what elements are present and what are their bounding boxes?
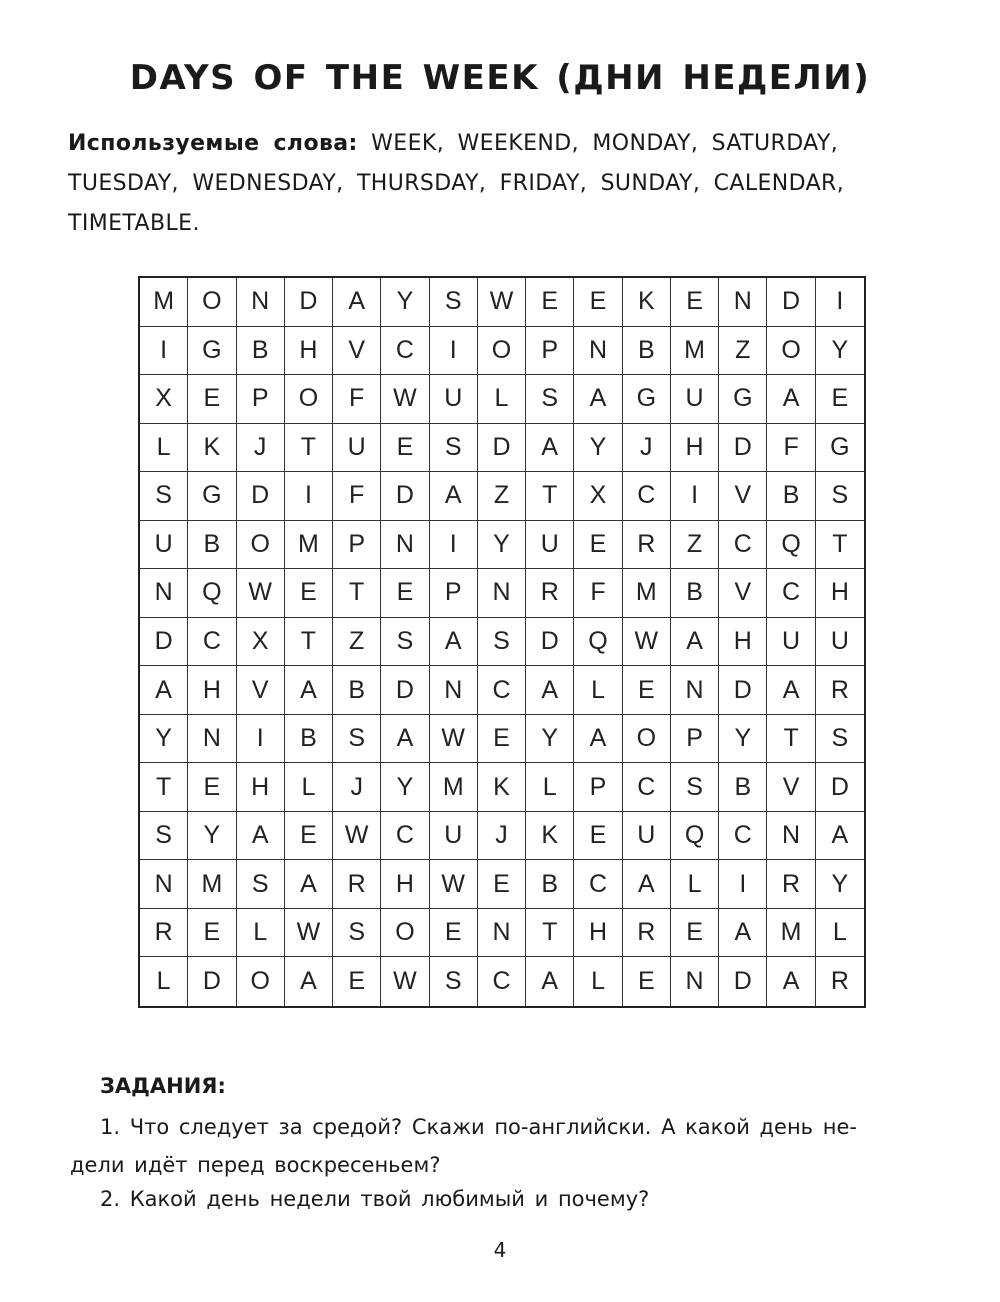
grid-cell: Y — [381, 763, 429, 812]
grid-cell: M — [671, 327, 719, 376]
grid-cell: C — [381, 327, 429, 376]
grid-cell: Z — [719, 327, 767, 376]
grid-cell: N — [140, 569, 188, 618]
grid-cell: L — [140, 424, 188, 473]
grid-cell: T — [816, 521, 864, 570]
grid-cell: I — [719, 860, 767, 909]
grid-cell: G — [719, 375, 767, 424]
grid-cell: I — [816, 278, 864, 327]
grid-cell: M — [188, 860, 236, 909]
grid-cell: L — [285, 763, 333, 812]
grid-cell: L — [140, 957, 188, 1006]
grid-cell: U — [816, 618, 864, 667]
grid-cell: T — [333, 569, 381, 618]
grid-cell: A — [140, 666, 188, 715]
grid-cell: K — [188, 424, 236, 473]
grid-cell: D — [526, 618, 574, 667]
grid-cell: E — [574, 278, 622, 327]
grid-cell: L — [526, 763, 574, 812]
grid-cell: A — [719, 909, 767, 958]
grid-cell: A — [767, 957, 815, 1006]
grid-cell: E — [478, 860, 526, 909]
grid-cell: G — [188, 472, 236, 521]
grid-cell: B — [333, 666, 381, 715]
grid-cell: T — [285, 424, 333, 473]
grid-cell: S — [430, 957, 478, 1006]
grid-cell: K — [478, 763, 526, 812]
grid-cell: O — [767, 327, 815, 376]
grid-cell: F — [574, 569, 622, 618]
grid-cell: C — [719, 812, 767, 861]
grid-cell: W — [381, 957, 429, 1006]
word-list — [68, 124, 948, 244]
grid-cell: Y — [816, 860, 864, 909]
grid-cell: V — [237, 666, 285, 715]
grid-cell: E — [188, 375, 236, 424]
grid-cell: R — [830, 967, 849, 996]
task-1-line-2: дели идёт перед воскресеньем? — [70, 1153, 441, 1177]
grid-cell: A — [237, 812, 285, 861]
grid-cell: E — [188, 909, 236, 958]
grid-cell: N — [767, 812, 815, 861]
grid-cell: E — [526, 278, 574, 327]
grid-cell: H — [381, 860, 429, 909]
grid-cell: H — [816, 569, 864, 618]
grid-cell: Q — [574, 618, 622, 667]
grid-cell: Y — [381, 278, 429, 327]
grid-cell: F — [767, 424, 815, 473]
grid-cell: R — [623, 909, 671, 958]
grid-cell: N — [574, 327, 622, 376]
grid-cell: Z — [333, 618, 381, 667]
grid-cell: D — [816, 763, 864, 812]
grid-cell: B — [671, 569, 719, 618]
grid-cell: O — [623, 715, 671, 764]
grid-cell: G — [623, 375, 671, 424]
grid-cell: Q — [671, 812, 719, 861]
grid-cell: R — [816, 666, 864, 715]
grid-cell: M — [285, 521, 333, 570]
grid-cell: O — [188, 278, 236, 327]
grid-cell: H — [671, 424, 719, 473]
grid-cell: Y — [140, 715, 188, 764]
page-number: 4 — [493, 1238, 507, 1262]
grid-cell: X — [140, 375, 188, 424]
grid-cell: I — [285, 472, 333, 521]
grid-cell: J — [333, 763, 381, 812]
grid-cell: R — [526, 569, 574, 618]
grid-cell: B — [188, 521, 236, 570]
grid-cell: E — [285, 812, 333, 861]
grid-cell: S — [140, 472, 188, 521]
grid-cell: U — [140, 521, 188, 570]
grid-cell: L — [574, 957, 622, 1006]
grid-cell: T — [526, 472, 574, 521]
grid-cell: B — [237, 327, 285, 376]
grid-cell: G — [816, 424, 864, 473]
tasks-heading: ЗАДАНИЯ: — [100, 1074, 226, 1098]
grid-cell: O — [478, 327, 526, 376]
grid-cell: A — [285, 860, 333, 909]
grid-cell: B — [285, 715, 333, 764]
grid-cell: Y — [719, 715, 767, 764]
grid-cell: C — [623, 763, 671, 812]
grid-cell: N — [188, 715, 236, 764]
grid-cell: B — [767, 472, 815, 521]
grid-cell: E — [623, 957, 671, 1006]
grid-cell: U — [767, 618, 815, 667]
grid-cell: D — [237, 472, 285, 521]
grid-cell: L — [816, 909, 864, 958]
grid-cell: A — [430, 472, 478, 521]
grid-cell: U — [333, 424, 381, 473]
grid-cell: P — [430, 569, 478, 618]
grid-cell: A — [574, 715, 622, 764]
grid-cell: A — [767, 375, 815, 424]
grid-cell: K — [526, 812, 574, 861]
grid-cell: J — [237, 424, 285, 473]
grid-cell: N — [719, 278, 767, 327]
grid-cell: E — [381, 424, 429, 473]
grid-cell: C — [188, 618, 236, 667]
grid-cell: D — [767, 278, 815, 327]
grid-cell: A — [333, 278, 381, 327]
word-search-grid — [138, 276, 866, 1008]
grid-cell: S — [816, 472, 864, 521]
grid-cell: H — [188, 666, 236, 715]
grid-cell: P — [333, 521, 381, 570]
grid-cell: Q — [188, 569, 236, 618]
grid-cell: A — [526, 666, 574, 715]
word-list-label: Используемые слова: — [68, 131, 358, 156]
grid-cell: F — [333, 472, 381, 521]
grid-cell: A — [623, 860, 671, 909]
grid-cell: G — [188, 327, 236, 376]
grid-cell: W — [237, 569, 285, 618]
grid-cell: U — [671, 375, 719, 424]
grid-cell: I — [140, 327, 188, 376]
grid-cell: H — [719, 618, 767, 667]
grid-cell: V — [719, 472, 767, 521]
grid-cell: W — [333, 812, 381, 861]
grid-cell: C — [478, 957, 526, 1006]
grid-cell: X — [237, 618, 285, 667]
grid-cell: T — [140, 763, 188, 812]
grid-cell: Y — [478, 521, 526, 570]
grid-cell: W — [623, 618, 671, 667]
grid-cell: Z — [478, 472, 526, 521]
grid-cell: O — [237, 957, 285, 1006]
grid-cell: E — [333, 957, 381, 1006]
grid-cell: Y — [526, 715, 574, 764]
grid-cell: N — [381, 521, 429, 570]
grid-cell: U — [526, 521, 574, 570]
grid-cell: V — [333, 327, 381, 376]
grid-cell: C — [719, 521, 767, 570]
grid-cell: E — [478, 715, 526, 764]
grid-cell: A — [574, 375, 622, 424]
grid-cell: S — [333, 715, 381, 764]
grid-cell: A — [381, 715, 429, 764]
grid-cell: A — [430, 618, 478, 667]
grid-cell: L — [478, 375, 526, 424]
grid-cell: S — [478, 618, 526, 667]
grid-cell: C — [767, 569, 815, 618]
grid-cell: E — [188, 763, 236, 812]
grid-cell: D — [381, 666, 429, 715]
grid-cell: E — [381, 569, 429, 618]
word-list-text: WEEK, WEEKEND, MONDAY, SATURDAY, TUESDAY, WEDNESDAY, THURSDAY, FRIDAY, SUNDAY, CALENDAR, TIMETABLE. — [68, 131, 845, 236]
grid-cell: L — [671, 860, 719, 909]
grid-cell: D — [188, 957, 236, 1006]
grid-cell: C — [478, 666, 526, 715]
grid-cell: A — [526, 424, 574, 473]
task-2: 2. Какой день недели твой любимый и почему? — [100, 1187, 650, 1211]
grid-cell: I — [430, 327, 478, 376]
grid-cell: E — [285, 569, 333, 618]
grid-cell: O — [285, 375, 333, 424]
grid-cell: T — [285, 618, 333, 667]
grid-cell: J — [623, 424, 671, 473]
grid-cell: N — [237, 278, 285, 327]
grid-cell: N — [671, 666, 719, 715]
grid-cell: A — [285, 666, 333, 715]
page-title: DAYS OF THE WEEK (ДНИ НЕДЕЛИ) — [129, 58, 871, 98]
task-1-line-1: 1. Что следует за средой? Скажи по-английски. А какой день не- — [100, 1115, 857, 1139]
grid-cell: W — [285, 909, 333, 958]
grid-cell: P — [671, 715, 719, 764]
grid-cell: U — [430, 375, 478, 424]
grid-cell: S — [816, 715, 864, 764]
grid-cell: I — [237, 715, 285, 764]
grid-cell: S — [526, 375, 574, 424]
grid-cell: E — [671, 278, 719, 327]
grid-cell: R — [767, 860, 815, 909]
grid-cell: M — [430, 763, 478, 812]
grid-cell: Z — [671, 521, 719, 570]
grid-cell: M — [623, 569, 671, 618]
grid-cell: C — [574, 860, 622, 909]
grid-cell: N — [430, 666, 478, 715]
grid-cell: D — [478, 424, 526, 473]
grid-cell: S — [671, 763, 719, 812]
grid-cell: R — [140, 909, 188, 958]
grid-cell: H — [237, 763, 285, 812]
grid-cell: V — [719, 569, 767, 618]
grid-cell: H — [285, 327, 333, 376]
grid-cell: E — [574, 812, 622, 861]
grid-cell: T — [767, 715, 815, 764]
grid-cell: D — [719, 666, 767, 715]
grid-cell: Y — [574, 424, 622, 473]
grid-cell: J — [478, 812, 526, 861]
grid-cell: I — [671, 472, 719, 521]
grid-cell: W — [478, 278, 526, 327]
grid-cell: C — [381, 812, 429, 861]
grid-cell: A — [526, 957, 574, 1006]
grid-cell: D — [719, 957, 767, 1006]
grid-cell: B — [719, 763, 767, 812]
grid-cell: S — [430, 424, 478, 473]
grid-cell: W — [381, 375, 429, 424]
grid-cell: M — [140, 278, 188, 327]
grid-cell: X — [574, 472, 622, 521]
grid-cell: I — [430, 521, 478, 570]
grid-cell: Y — [816, 327, 864, 376]
task-1 — [70, 1108, 942, 1184]
grid-cell: O — [381, 909, 429, 958]
grid-cell: Y — [188, 812, 236, 861]
grid-cell: K — [623, 278, 671, 327]
grid-cell: U — [430, 812, 478, 861]
grid-cell: F — [333, 375, 381, 424]
grid-cell: S — [140, 812, 188, 861]
grid-cell: L — [237, 909, 285, 958]
grid-cell: N — [140, 860, 188, 909]
grid-cell: A — [816, 812, 864, 861]
grid-cell: S — [430, 278, 478, 327]
grid-cell: C — [623, 472, 671, 521]
grid-cell: B — [623, 327, 671, 376]
grid-cell: Q — [767, 521, 815, 570]
grid-cell: N — [671, 957, 719, 1006]
grid-cell: N — [478, 569, 526, 618]
grid-cell: P — [526, 327, 574, 376]
grid-cell: S — [237, 860, 285, 909]
grid-cell: D — [140, 618, 188, 667]
grid-cell: N — [478, 909, 526, 958]
grid-cell: D — [285, 278, 333, 327]
grid-cell: P — [237, 375, 285, 424]
grid-cell: B — [526, 860, 574, 909]
grid-cell: H — [574, 909, 622, 958]
grid-cell: A — [767, 666, 815, 715]
grid-cell: L — [574, 666, 622, 715]
grid-cell: M — [767, 909, 815, 958]
grid-cell: P — [574, 763, 622, 812]
grid-cell: E — [623, 666, 671, 715]
grid-cell: A — [285, 957, 333, 1006]
grid-cell: U — [623, 812, 671, 861]
grid-cell: S — [381, 618, 429, 667]
grid-cell: R — [623, 521, 671, 570]
grid-cell: E — [430, 909, 478, 958]
grid-cell: W — [430, 860, 478, 909]
grid-cell: E — [574, 521, 622, 570]
grid-cell: E — [671, 909, 719, 958]
grid-cell: E — [816, 375, 864, 424]
grid-cell: S — [333, 909, 381, 958]
grid-cell: T — [526, 909, 574, 958]
grid-cell: W — [430, 715, 478, 764]
grid-cell: D — [719, 424, 767, 473]
grid-cell: A — [671, 618, 719, 667]
grid-cell: O — [237, 521, 285, 570]
grid-cell: R — [333, 860, 381, 909]
grid-cell: D — [381, 472, 429, 521]
grid-cell: V — [767, 763, 815, 812]
